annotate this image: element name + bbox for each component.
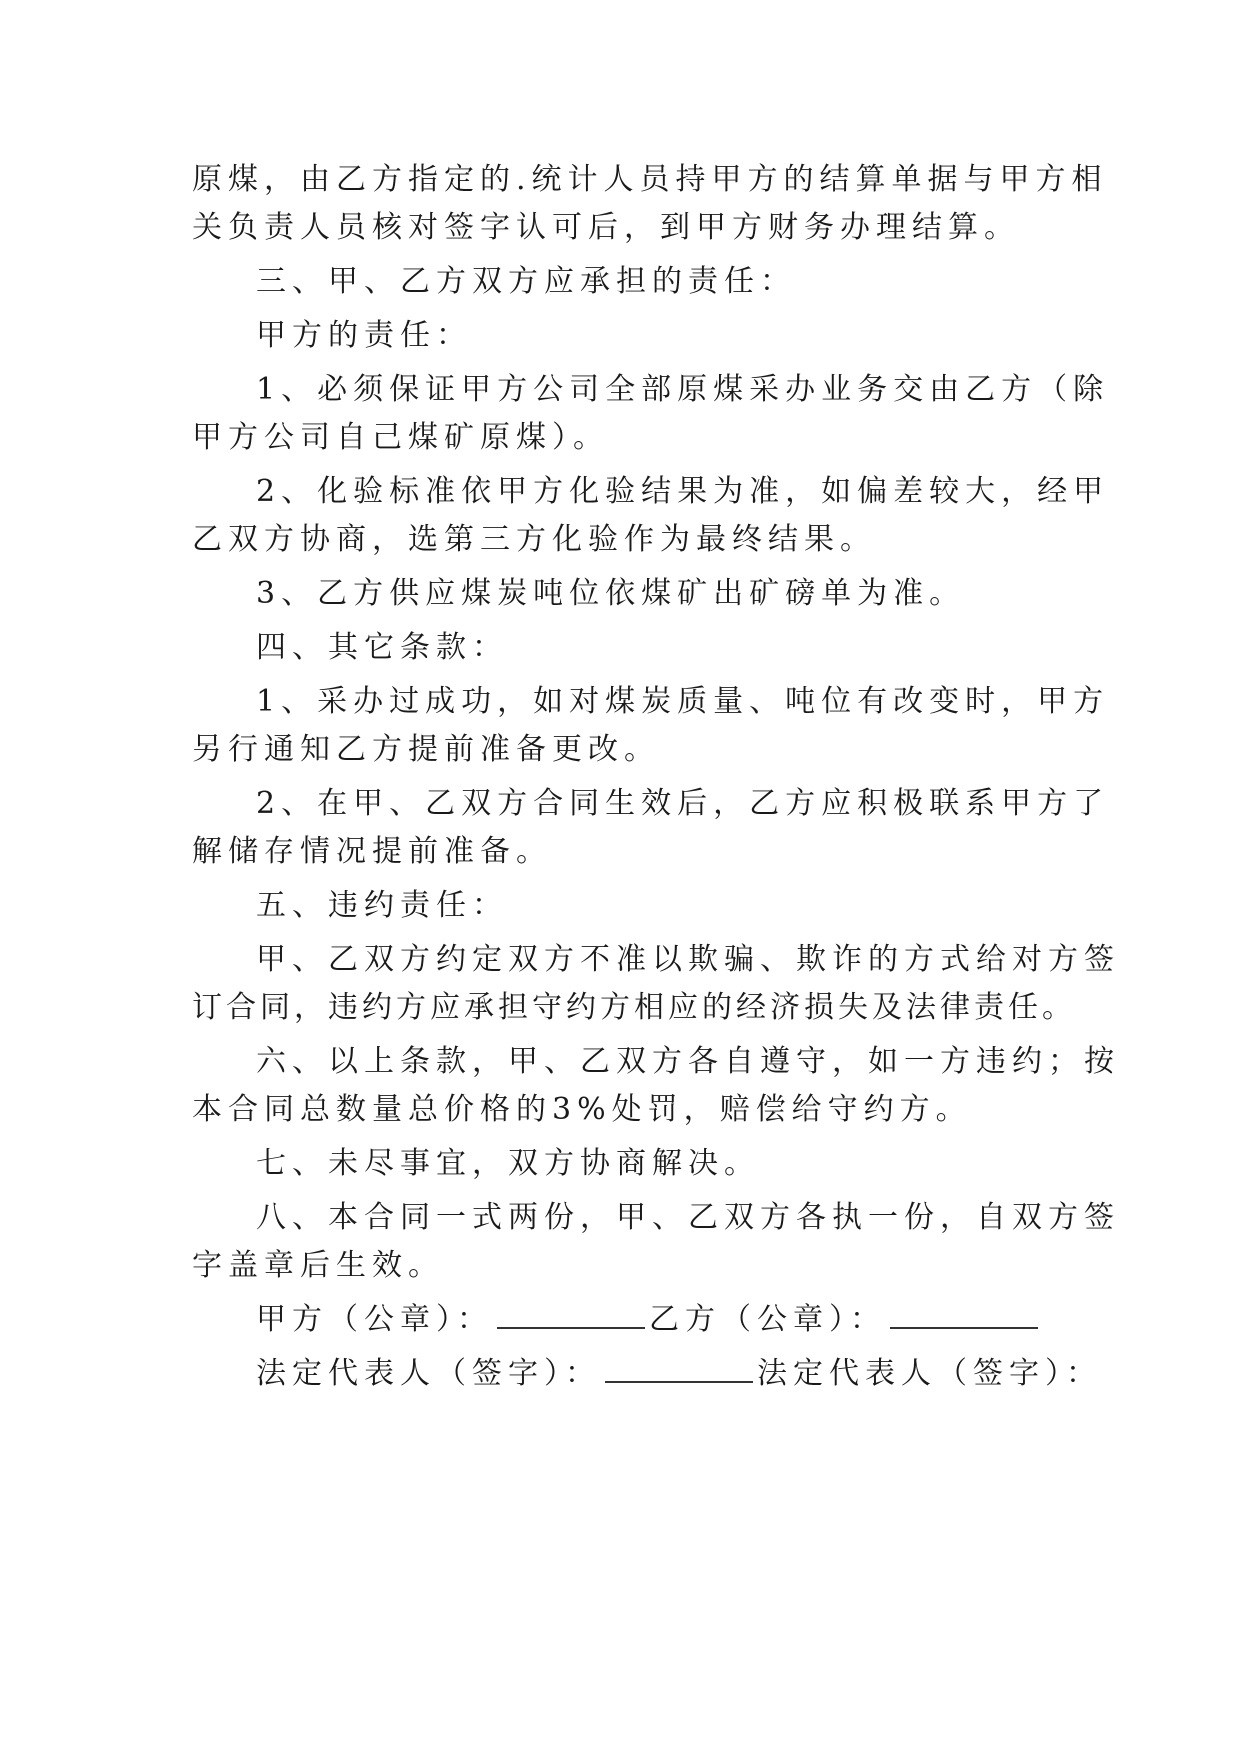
text-line: 另行通知乙方提前准备更改。: [192, 732, 660, 767]
text-line: 七、未尽事宜，双方协商解决。: [256, 1146, 760, 1181]
text-line: 乙双方协商，选第三方化验作为最终结果。: [192, 522, 876, 557]
text-line: 六、以上条款，甲、乙双方各自遵守，如一方违约；按: [256, 1044, 1120, 1079]
text-line: 2、在甲、乙双方合同生效后，乙方应积极联系甲方了: [256, 786, 1110, 821]
party-a-rep-blank[interactable]: [605, 1355, 753, 1383]
text-line: 甲、乙双方约定双方不准以欺骗、欺诈的方式给对方签: [256, 942, 1120, 977]
party-b-seal-label: 乙方（公章）：: [649, 1302, 886, 1337]
text-line: 八、本合同一式两份，甲、乙双方各执一份，自双方签: [256, 1200, 1120, 1235]
text-line: 字盖章后生效。: [192, 1248, 444, 1283]
section-heading: 五、违约责任：: [256, 888, 508, 923]
text-line: 本合同总数量总价格的3%处罚，赔偿给守约方。: [192, 1092, 972, 1127]
text-line: 1、必须保证甲方公司全部原煤采办业务交由乙方（除: [256, 372, 1110, 407]
text-line: 解储存情况提前准备。: [192, 834, 552, 869]
text-line: 2、化验标准依甲方化验结果为准，如偏差较大，经甲: [256, 474, 1110, 509]
text-line: 关负责人员核对签字认可后，到甲方财务办理结算。: [192, 210, 1020, 245]
seal-line: [256, 1300, 1042, 1340]
text-line: 3、乙方供应煤炭吨位依煤矿出矿磅单为准。: [256, 576, 966, 611]
text-line: 甲方公司自己煤矿原煤）。: [192, 420, 609, 455]
subheading: 甲方的责任：: [256, 318, 472, 353]
section-heading: 三、甲、乙方双方应承担的责任：: [256, 264, 796, 299]
party-a-rep-label: 法定代表人（签字）：: [256, 1356, 601, 1391]
party-a-seal-label: 甲方（公章）：: [256, 1302, 493, 1337]
section-heading: 四、其它条款：: [256, 630, 508, 665]
text-line: 1、采办过成功，如对煤炭质量、吨位有改变时，甲方: [256, 684, 1110, 719]
party-b-seal-blank[interactable]: [890, 1301, 1038, 1329]
party-b-rep-label: 法定代表人（签字）：: [757, 1356, 1102, 1391]
party-a-seal-blank[interactable]: [497, 1301, 645, 1329]
text-line: 原煤，由乙方指定的.统计人员持甲方的结算单据与甲方相: [192, 162, 1108, 197]
text-line: 订合同，违约方应承担守约方相应的经济损失及法律责任。: [192, 990, 1076, 1025]
representative-line: [256, 1354, 1102, 1394]
